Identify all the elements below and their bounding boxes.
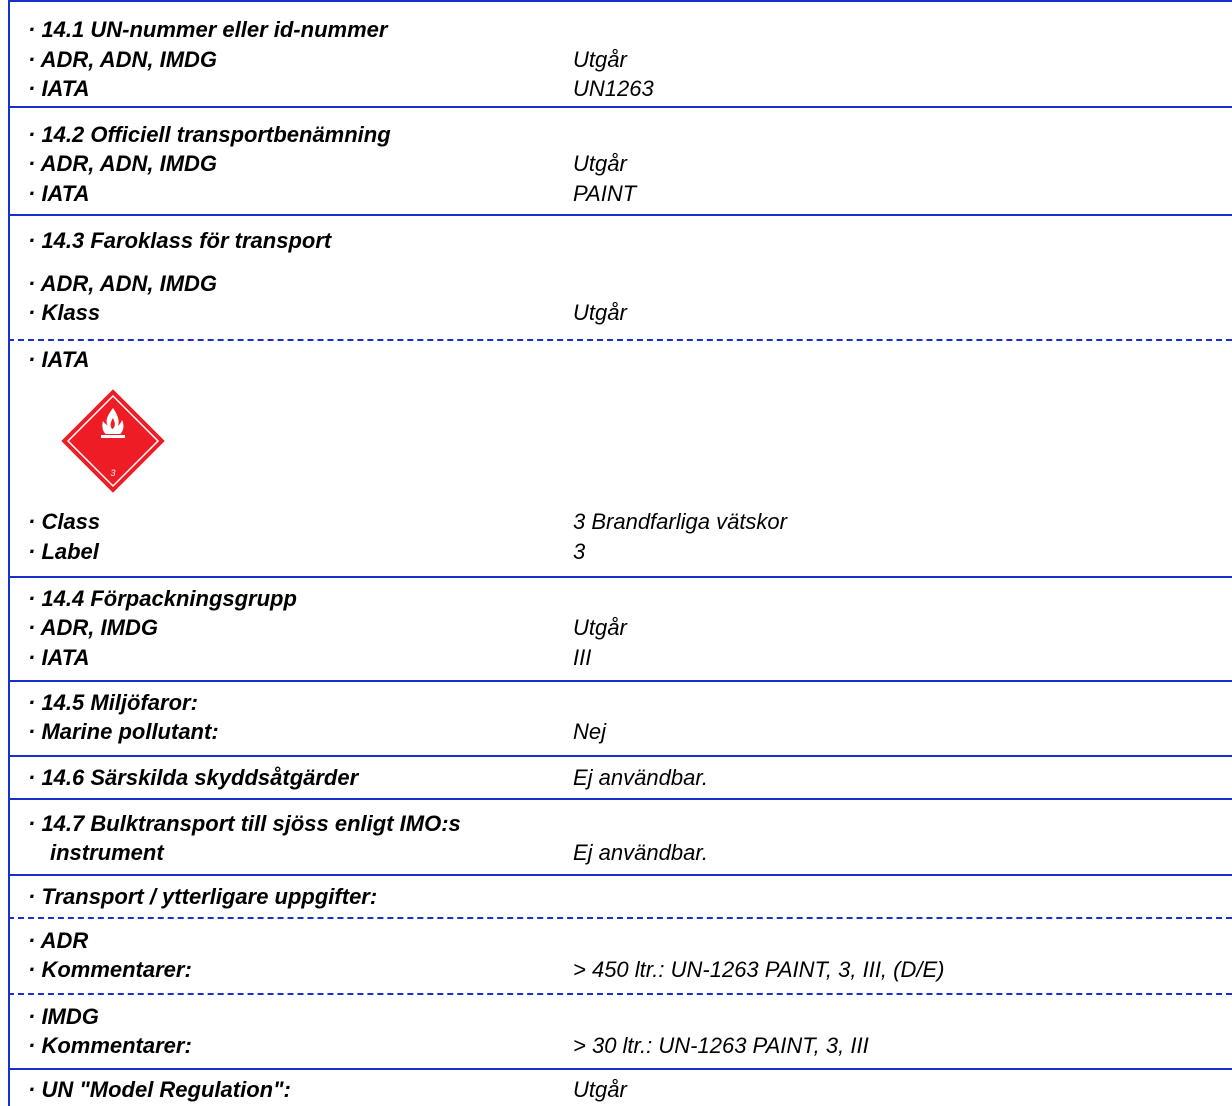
rule-iata-dashed bbox=[8, 339, 1232, 341]
row-label: · ADR, ADN, IMDG bbox=[28, 271, 218, 296]
section-14-5-heading: · 14.5 Miljöfaror: bbox=[28, 690, 198, 715]
row-value: 3 bbox=[573, 539, 586, 564]
row-value: Utgår bbox=[573, 47, 627, 72]
row-14-3-klass bbox=[0, 299, 1232, 327]
section-14-6-heading: · 14.6 Särskilda skyddsåtgärder bbox=[28, 765, 359, 790]
rule-transport bbox=[8, 874, 1232, 876]
section-heading-14-7 bbox=[0, 810, 1232, 838]
row-label: · IATA bbox=[28, 76, 90, 101]
row-value: Utgår bbox=[573, 615, 627, 640]
row-14-3-iata bbox=[0, 346, 1232, 374]
row-label: · ADR bbox=[28, 928, 89, 953]
section-14-7-heading: · 14.7 Bulktransport till sjöss enligt IMO:s bbox=[28, 811, 461, 836]
section-14-7-heading-cont: instrument bbox=[50, 840, 164, 865]
row-14-6 bbox=[0, 764, 1232, 792]
row-14-2-adr bbox=[0, 150, 1232, 178]
row-14-1-adr bbox=[0, 46, 1232, 74]
rule-imdg-dashed bbox=[8, 993, 1232, 995]
row-14-2-iata bbox=[0, 180, 1232, 208]
row-transport-imdg bbox=[0, 1003, 1232, 1031]
transport-heading: · Transport / ytterligare uppgifter: bbox=[28, 884, 378, 909]
section-heading-14-1 bbox=[0, 16, 1232, 44]
rule-adr-dashed bbox=[8, 917, 1232, 919]
section-14-3-heading: · 14.3 Faroklass för transport bbox=[28, 228, 332, 253]
row-transport-adr bbox=[0, 927, 1232, 955]
rule-14-5 bbox=[8, 680, 1232, 682]
row-value: Utgår bbox=[573, 151, 627, 176]
row-transport-adr-comment bbox=[0, 956, 1232, 984]
row-label: · Kommentarer: bbox=[28, 1033, 192, 1058]
rule-un-model bbox=[8, 1068, 1232, 1070]
flammable-liquid-placard-icon bbox=[60, 388, 166, 494]
row-value: Utgår bbox=[573, 1077, 627, 1102]
row-14-3-adr bbox=[0, 270, 1232, 298]
section-heading-14-4 bbox=[0, 585, 1232, 613]
row-label: · IATA bbox=[28, 645, 90, 670]
row-value: PAINT bbox=[573, 181, 637, 206]
placard-class-number: 3 bbox=[110, 468, 116, 478]
rule-top bbox=[8, 0, 1232, 2]
row-14-5-marine bbox=[0, 718, 1232, 746]
section-14-1-heading: · 14.1 UN-nummer eller id-nummer bbox=[28, 17, 388, 42]
row-label: · UN "Model Regulation": bbox=[28, 1077, 291, 1102]
row-label: · Label bbox=[28, 539, 99, 564]
rule-14-6 bbox=[8, 755, 1232, 757]
row-14-3-class bbox=[0, 508, 1232, 536]
row-label: · ADR, ADN, IMDG bbox=[28, 47, 218, 72]
section-heading-14-5 bbox=[0, 689, 1232, 717]
row-label: · IMDG bbox=[28, 1004, 99, 1029]
row-value: > 30 ltr.: UN-1263 PAINT, 3, III bbox=[573, 1033, 869, 1058]
row-label: · Klass bbox=[28, 300, 101, 325]
row-label: · ADR, ADN, IMDG bbox=[28, 151, 218, 176]
row-value: 3 Brandfarliga vätskor bbox=[573, 509, 787, 534]
rule-14-3 bbox=[8, 214, 1232, 216]
row-14-4-adr bbox=[0, 614, 1232, 642]
row-un-model bbox=[0, 1076, 1232, 1104]
rule-14-4 bbox=[8, 576, 1232, 578]
row-label: · IATA bbox=[28, 347, 90, 372]
row-value: Ej användbar. bbox=[573, 765, 708, 790]
section-heading-14-2 bbox=[0, 121, 1232, 149]
row-value: Ej användbar. bbox=[573, 840, 708, 865]
row-14-1-iata bbox=[0, 75, 1232, 103]
section-14-4-heading: · 14.4 Förpackningsgrupp bbox=[28, 586, 297, 611]
row-label: · ADR, IMDG bbox=[28, 615, 158, 640]
row-value: Utgår bbox=[573, 300, 627, 325]
row-value: UN1263 bbox=[573, 76, 654, 101]
section-heading-transport bbox=[0, 883, 1232, 911]
row-value: > 450 ltr.: UN-1263 PAINT, 3, III, (D/E) bbox=[573, 957, 945, 982]
section-14-2-heading: · 14.2 Officiell transportbenämning bbox=[28, 122, 391, 147]
row-label: · IATA bbox=[28, 181, 90, 206]
row-14-4-iata bbox=[0, 644, 1232, 672]
row-label: · Marine pollutant: bbox=[28, 719, 219, 744]
row-value: III bbox=[573, 645, 592, 670]
row-14-3-label bbox=[0, 538, 1232, 566]
row-label: · Class bbox=[28, 509, 101, 534]
section-heading-14-3 bbox=[0, 227, 1232, 255]
row-14-7 bbox=[0, 839, 1232, 867]
row-label: · Kommentarer: bbox=[28, 957, 192, 982]
row-transport-imdg-comment bbox=[0, 1032, 1232, 1060]
rule-14-7 bbox=[8, 798, 1232, 800]
row-value: Nej bbox=[573, 719, 607, 744]
rule-14-2 bbox=[8, 106, 1232, 108]
